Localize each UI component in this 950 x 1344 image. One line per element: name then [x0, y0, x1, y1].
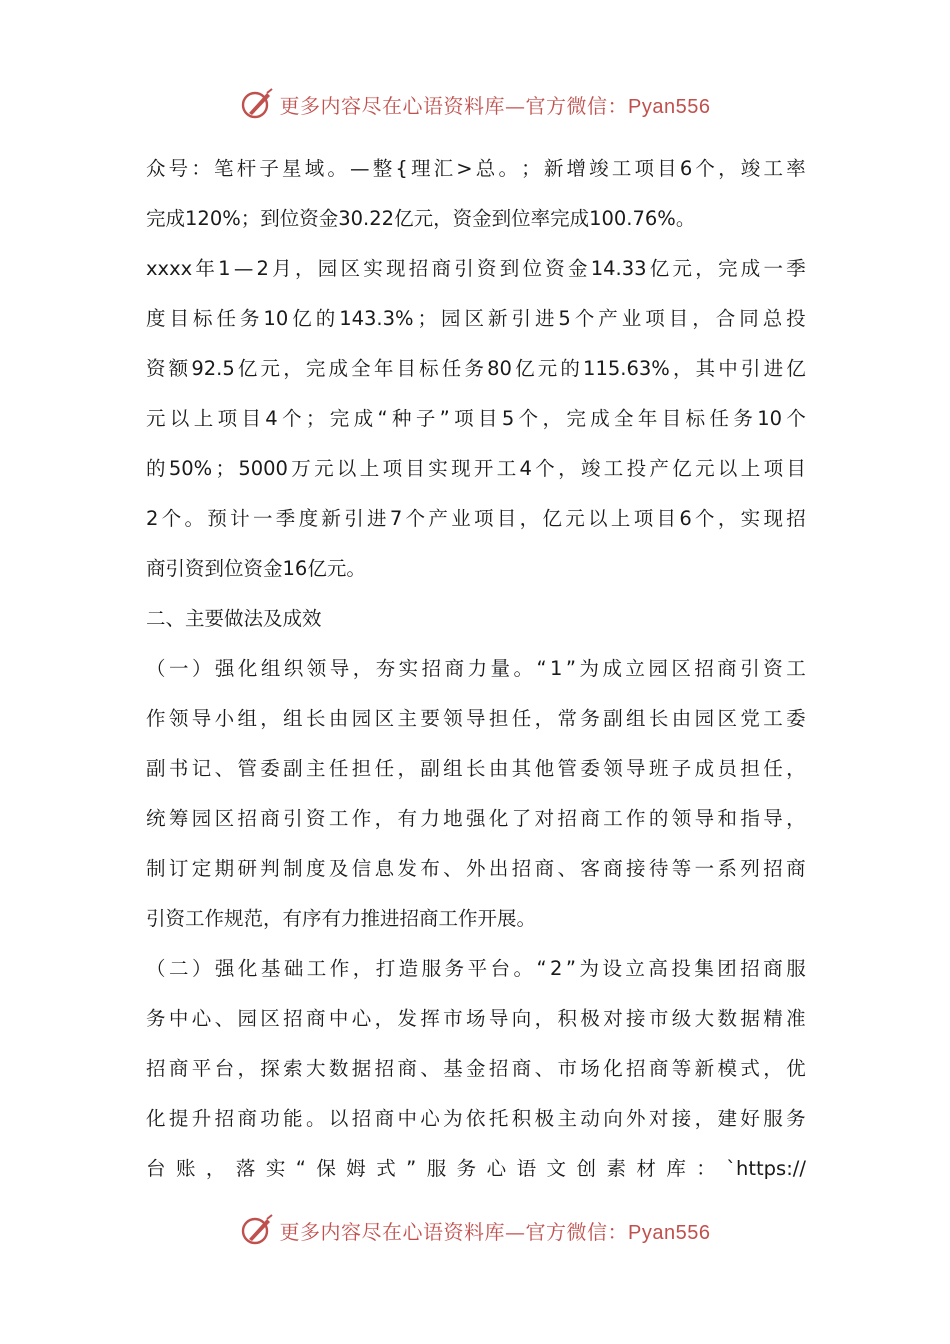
banner-text: 更多内容尽在心语资料库—官方微信：Pyan556 — [279, 93, 711, 118]
banner-handle: Pyan556 — [628, 1221, 711, 1244]
header-banner — [0, 84, 950, 124]
body-line: 化 提 升 招 商 功 能 。 以 招 商 中 心 为 依 托 积 极 主 动 向 外 对 接 ， 建 好 服 务 — [146, 1107, 806, 1130]
body-line: xxxx 年 1 — 2 月 ， 园 区 实 现 招 商 引 资 到 位 资 金 14.33 亿 元 ， 完 成 一 季 — [146, 257, 806, 280]
body-line: （ 一 ） 强 化 组 织 领 导 ， 夯 实 招 商 力 量 。 “ 1 ” 为 成 立 园 区 招 商 引 资 工 — [146, 657, 806, 680]
body-line: 商引资到位资金16亿元。 — [146, 557, 366, 580]
document-body — [146, 148, 806, 1198]
body-line: 资 额 92.5 亿 元 ， 完 成 全 年 目 标 任 务 80 亿 元 的 115.63% ， 其 中 引 进 亿 — [146, 357, 806, 380]
footer-banner — [0, 1210, 950, 1250]
body-line: 务 中 心 、 园 区 招 商 中 心 ， 发 挥 市 场 导 向 ， 积 极 对 接 市 级 大 数 据 精 准 — [146, 1007, 806, 1030]
body-line: 副 书 记 、 管 委 副 主 任 担 任 ， 副 组 长 由 其 他 管 委 领 导 班 子 成 员 担 任 ， — [146, 757, 806, 780]
body-line: 的 50% ； 5000 万 元 以 上 项 目 实 现 开 工 4 个 ， 竣 工 投 产 亿 元 以 上 项 目 — [146, 457, 806, 480]
body-line: 招 商 平 台 ， 探 索 大 数 据 招 商 、 基 金 招 商 、 市 场 化 招 商 等 新 模 式 ， 优 — [146, 1057, 806, 1080]
body-line: 2 个 。 预 计 一 季 度 新 引 进 7 个 产 业 项 目 ， 亿 元 以 上 项 目 6 个 ， 实 现 招 — [146, 507, 806, 530]
body-line: 作 领 导 小 组 ， 组 长 由 园 区 主 要 领 导 担 任 ， 常 务 副 组 长 由 园 区 党 工 委 — [146, 707, 806, 730]
body-line: 众 号 ： 笔 杆 子 星 域 。 — 整 { 理 汇 > 总 。 ； 新 增 竣 工 项 目 6 个 ， 竣 工 率 — [146, 157, 806, 180]
body-line: 度 目 标 任 务 10 亿 的 143.3% ； 园 区 新 引 进 5 个 产 业 项 目 ， 合 同 总 投 — [146, 307, 806, 330]
body-line: 引资工作规范，有序有力推进招商工作开展。 — [146, 907, 537, 930]
banner-handle: Pyan556 — [628, 95, 711, 118]
body-line: 台 账 ， 落 实 “ 保 姆 式 ” 服 务 心 语 文 创 素 材 库 ： `https:// — [146, 1157, 806, 1180]
body-line: 制 订 定 期 研 判 制 度 及 信 息 发 布 、 外 出 招 商 、 客 商 接 待 等 一 系 列 招 商 — [146, 857, 806, 880]
quill-logo-icon — [240, 87, 274, 121]
body-line: 统 筹 园 区 招 商 引 资 工 作 ， 有 力 地 强 化 了 对 招 商 工 作 的 领 导 和 指 导 ， — [146, 807, 806, 830]
section-heading: 二、主要做法及成效 — [146, 607, 322, 630]
body-line: 完成120%；到位资金30.22亿元，资金到位率完成100.76%。 — [146, 207, 696, 230]
banner-text: 更多内容尽在心语资料库—官方微信：Pyan556 — [279, 1219, 711, 1244]
body-line: （ 二 ） 强 化 基 础 工 作 ， 打 造 服 务 平 台 。 “ 2 ” 为 设 立 高 投 集 团 招 商 服 — [146, 957, 806, 980]
quill-logo-icon — [240, 1213, 274, 1247]
body-line: 元 以 上 项 目 4 个 ； 完 成 “ 种 子 ” 项 目 5 个 ， 完 成 全 年 目 标 任 务 10 个 — [146, 407, 806, 430]
